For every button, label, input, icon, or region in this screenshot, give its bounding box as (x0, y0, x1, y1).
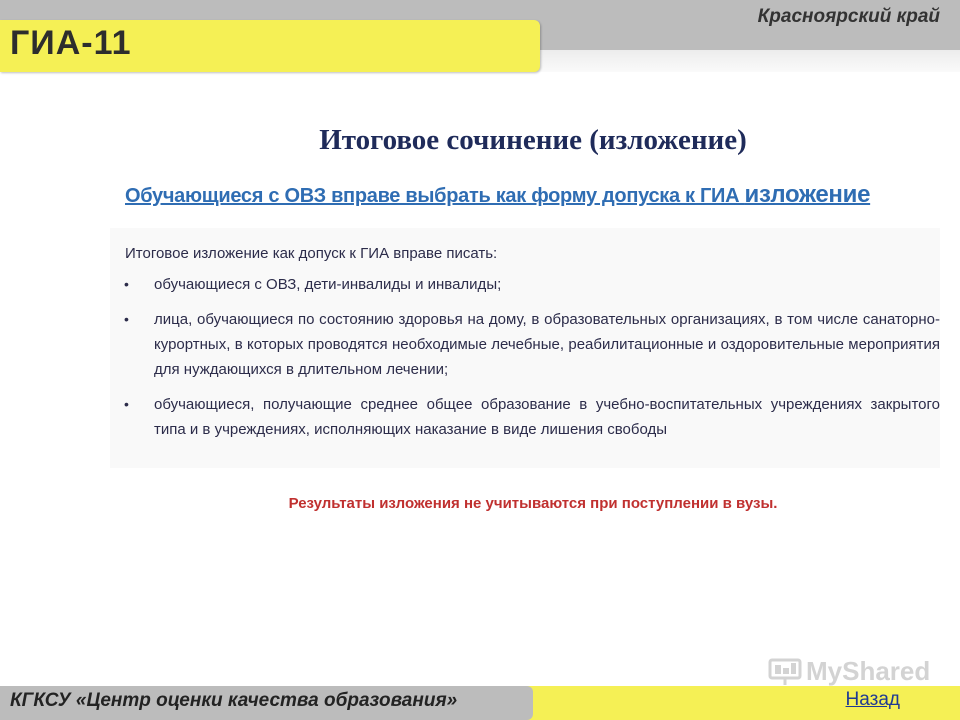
warning-text: Результаты изложения не учитываются при поступлении в вузы. (288, 495, 778, 512)
list-item-text: обучающиеся, получающие среднее общее образование в учебно-воспитательных учреждениях закрытого типа и в учреждениях, исполняющих наказание в виде лишения свободы (154, 396, 940, 438)
list-item (122, 392, 940, 442)
bullet-marker: • (124, 396, 129, 412)
list-item (122, 272, 940, 297)
subtitle-emphasis: изложение (744, 181, 871, 208)
list-item-text: лица, обучающиеся по состоянию здоровья на дому, в образовательных организациях, в том числе санаторно-курортных, в которых проводятся необходимые лечебные, реабилитационные и оздоровительные мероприятия для нуждающихся в длительном лечении; (154, 311, 940, 378)
logo-text: ГИА-11 (10, 24, 132, 62)
list-item-text: обучающиеся с ОВЗ, дети-инвалиды и инвалиды; (154, 276, 502, 293)
list-item (122, 307, 940, 382)
page-title: Итоговое сочинение (изложение) (319, 124, 747, 156)
subtitle-lead: Обучающиеся с ОВЗ вправе выбрать как форму допуска к ГИА (125, 185, 745, 207)
presentation-icon (768, 657, 802, 687)
watermark (768, 656, 930, 687)
back-link[interactable]: Назад (845, 689, 900, 710)
region-label: Красноярский край (757, 6, 940, 27)
footer-organization: КГКСУ «Центр оценки качества образования» (10, 690, 458, 711)
page-subtitle (125, 181, 940, 209)
intro-text: Итоговое изложение как допуск к ГИА вправе писать: (125, 245, 498, 262)
eligibility-list (122, 272, 940, 452)
watermark-text: MyShared (806, 656, 931, 686)
bullet-marker: • (124, 311, 129, 327)
bullet-marker: • (124, 276, 129, 292)
